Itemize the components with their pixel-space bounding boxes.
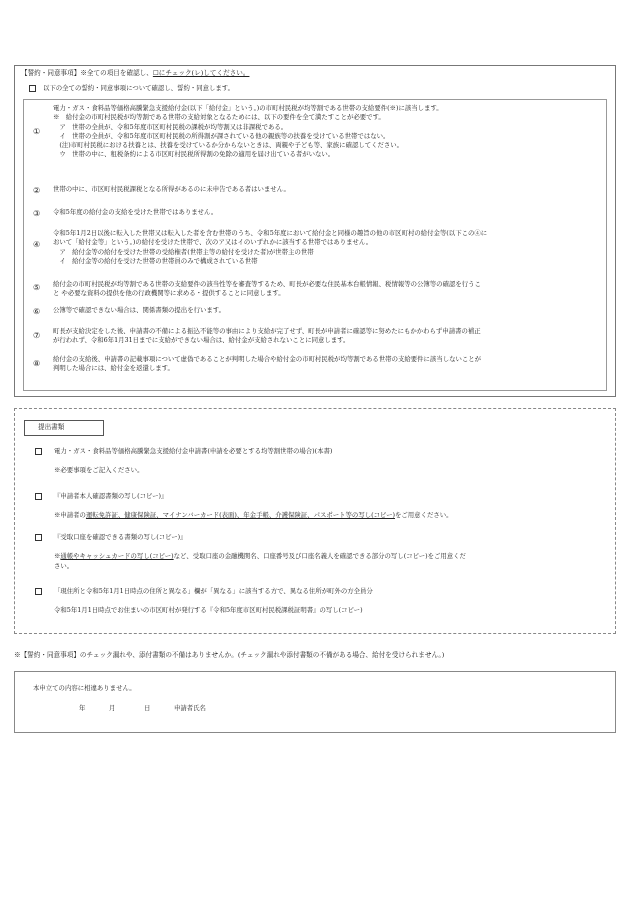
month-label: 月 [109, 704, 116, 712]
item-line: (注)市町村民税における扶養とは、扶養を受けているか分からないときは、両親や子ども等、家族に確認してください。 [53, 141, 404, 150]
pledge-header [21, 69, 249, 79]
item-line: が行われず、令和6年1月31日までに支給ができない場合は、給付金が支給されないことに同意します。 [53, 336, 350, 345]
item-line: 世帯の中に、市区町村民税課税となる所得があるのに未申告である者はいません。 [53, 185, 290, 193]
doc-tax-checkbox[interactable] [35, 588, 42, 595]
item-number: ⑦ [33, 331, 41, 340]
doc-note: ※申請者の運転免許証、健康保険証、マイナンバーカード(表面)、年金手帳、介護保険証、パスポート等の写し(コピー)をご用意ください。 [54, 511, 453, 520]
item-line: ※ 給付金の市町村民税が均等割である世帯の支給対象となるためには、以下の要件を全て満たすことが必要です。 [53, 113, 385, 122]
document-identity [35, 492, 607, 521]
doc-label: 「現住所と令和5年1月1日時点の住所と異なる」欄が「異なる」に該当する方で、異なる住所が町外の方全員分 [54, 587, 373, 595]
item-number: ⑥ [33, 307, 41, 316]
item-line: ア 世帯の全員が、令和5年度市区町村民税の課税が均等割又は非課税である。 [53, 122, 288, 131]
item-line: ア 給付金等の給付を受けた世帯の受給権者(世帯主等の給付を受けた者)が世帯主の世帯 [53, 247, 314, 256]
item-line: ウ 世帯の中に、租税条約による市区町村民税所得割の免除の適用を届け出ている者がいない。 [53, 150, 335, 159]
item-line: イ 給付金等の給付を受けた世帯の世帯員のみで構成されている世帯 [53, 256, 258, 265]
item-line: おいて「給付金等」という。)の給付を受けた世帯で、次のア又はイのいずれかに該当する世帯ではありません。 [53, 238, 373, 247]
doc-label: 電力・ガス・食料品等価格高騰緊急支援給付金申請書(申請を必要とする均等割世帯の場合)(本書) [54, 447, 333, 455]
year-label: 年 [79, 704, 86, 712]
doc-note: ※通帳やキャッシュカードの写し(コピー)など、受取口座の金融機関名、口座番号及び口座名義人を確認できる部分の写し(コピー)をご用意くだ [54, 552, 466, 561]
item-number: ⑧ [33, 359, 41, 368]
doc-label: 『申請者本人確認書類の写し(コピー)』 [54, 492, 168, 500]
checklist-footnote: ※【誓約・同意事項】のチェック漏れや、添付書類の不備はありませんか。(チェック漏れや添付書類の不備がある場合、給付を受けられません。) [14, 651, 445, 659]
check-all-checkbox[interactable] [29, 85, 36, 92]
document-application [35, 447, 607, 476]
item-line: 給付金の市町村民税が均等割である世帯の支給要件の該当性等を審査等するため、町長が必要な住民基本台帳情報、税情報等の公簿等の確認を行うこ [53, 280, 481, 288]
doc-identity-checkbox[interactable] [35, 493, 42, 500]
doc-note-continued: さい。 [54, 561, 74, 570]
item-number: ② [33, 186, 41, 195]
documents-title: 提出書類 [24, 420, 104, 436]
item-number: ⑤ [33, 283, 41, 292]
item-line: イ 世帯の全員が、令和5年度市区町村民税の所得割が課されている他の親族等の扶養を受けている世帯ではない。 [53, 131, 390, 140]
doc-label: 『受取口座を確認できる書類の写し(コピー)』 [54, 533, 187, 541]
item-number: ① [33, 127, 41, 136]
agreement-section [14, 671, 616, 733]
agreement-statement: 本申立ての内容に相違ありません。 [33, 684, 136, 692]
pledge-section [14, 65, 616, 397]
doc-application-checkbox[interactable] [35, 448, 42, 455]
item-line: 給付金の支給後、申請書の記載事項について虚偽であることが判明した場合や給付金の市町村民税が均等割である世帯の支給要件に該当しないことが [53, 355, 482, 363]
check-all-label: 以下の全ての誓約・同意事項について確認し、誓約・同意します。 [43, 84, 235, 92]
pledge-items [23, 99, 607, 391]
date-signature-row [79, 704, 206, 713]
item-line: と や必要な資料の提供を他の行政機関等に求める・提供することに同意します。 [53, 289, 285, 298]
day-label: 日 [144, 704, 151, 712]
item-line: 公簿等で確認できない場合は、関係書類の提出を行います。 [53, 306, 226, 314]
doc-note: 令和5年1月1日時点でお住まいの市区町村が発行する『令和5年度市区町村民税課税証明書』の写し(コピー) [54, 606, 363, 615]
check-all-row[interactable] [29, 84, 234, 93]
item-number: ③ [33, 209, 41, 218]
document-bank-account [35, 533, 607, 571]
documents-section [14, 408, 616, 634]
pledge-header-text: 【誓約・同意事項】※全ての項目を確認し、 [21, 69, 153, 77]
item-line: 令和5年1月2日以後に転入した世帯又は転入した者を含む世帯のうち、令和5年度において給付金と同様の趣旨の他の市区町村の給付金等(以下この④に [53, 229, 488, 237]
item-line: 判明した場合には、給付金を返還します。 [53, 364, 174, 373]
item-line: 令和5年度の給付金の支給を受けた世帯ではありません。 [53, 208, 218, 216]
pledge-header-instruction: ☐にチェック(レ)してください。 [152, 69, 250, 77]
doc-note: ※必要事項をご記入ください。 [54, 466, 144, 475]
item-line: 電力・ガス・食料品等価格高騰緊急支援給付金(以下「給付金」という。)の市町村民税が均等割である世帯の支給要件(※)に該当します。 [53, 104, 443, 112]
document-tax-certificate [35, 587, 607, 616]
item-line: 町長が支給決定をした後、申請書の不備による振込不能等の事由により支給が完了せず、町長が申請者に確認等に努めたにもかかわらず申請書の補正 [53, 327, 481, 335]
item-number: ④ [33, 240, 41, 249]
doc-bank-checkbox[interactable] [35, 534, 42, 541]
signer-name-label: 申請者氏名 [174, 704, 206, 712]
